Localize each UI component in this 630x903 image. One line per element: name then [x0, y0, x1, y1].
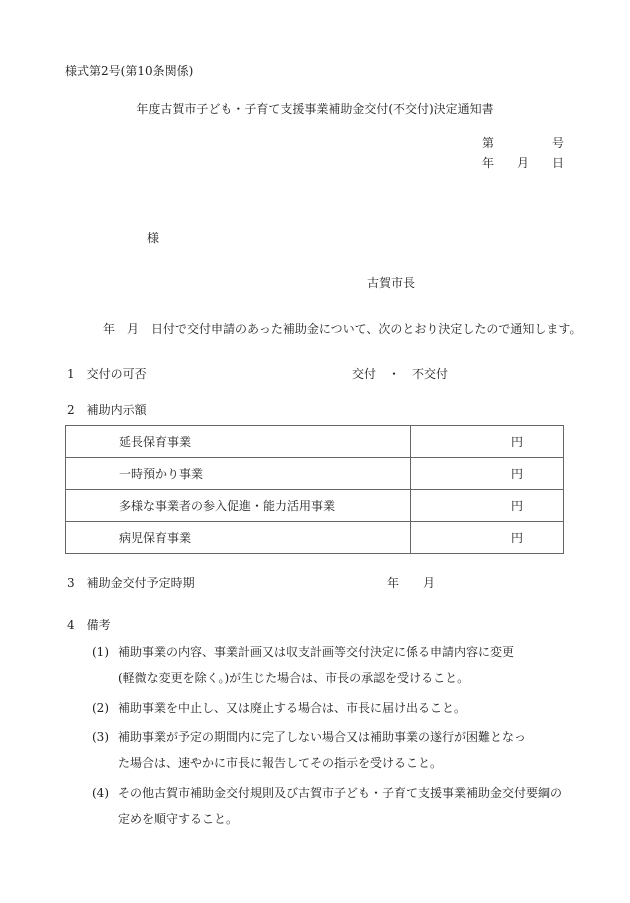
- scheduled-payment-period: 年 月: [387, 576, 436, 590]
- program-name: 一時預かり事業: [66, 458, 411, 490]
- number-prefix: 第: [482, 136, 495, 150]
- section1-label: 1 交付の可否: [67, 367, 147, 381]
- table-row: [66, 426, 564, 458]
- note-number: (2): [92, 701, 109, 715]
- note-number: (1): [92, 645, 109, 659]
- note-line: た場合は、速やかに市長に報告してその指示を受けること。: [118, 756, 443, 770]
- grant-decision-options: 交付 ・ 不交付: [352, 367, 449, 381]
- section2-label: 2 補助内示額: [67, 403, 147, 417]
- table-row: [66, 490, 564, 522]
- program-name: 延長保育事業: [66, 426, 411, 458]
- issue-date: [482, 157, 564, 169]
- table-row: [66, 458, 564, 490]
- section4-label: 4 備考: [67, 618, 111, 632]
- note-line: その他古賀市補助金交付規則及び古賀市子ども・子育て支援事業補助金交付要綱の: [118, 786, 563, 800]
- note-line: 補助事業が予定の期間内に完了しない場合又は補助事業の遂行が困難となっ: [118, 730, 527, 744]
- date-month: 月: [516, 156, 529, 170]
- note-line: 補助事業を中止し、又は廃止する場合は、市長に届け出ること。: [118, 701, 467, 715]
- issue-number: [482, 137, 564, 149]
- amount-unit: 円: [411, 426, 564, 458]
- note-line: 定めを順守すること。: [118, 812, 239, 826]
- issue-number-date: [482, 137, 564, 177]
- amount-unit: 円: [411, 458, 564, 490]
- program-name: 病児保育事業: [66, 522, 411, 554]
- form-id: 様式第2号(第10条関係): [65, 64, 194, 78]
- note-number: (3): [92, 730, 109, 744]
- table-row: [66, 522, 564, 554]
- date-day: 日: [551, 156, 564, 170]
- date-year: 年: [482, 156, 495, 170]
- body-text: 年 月 日付で交付申請のあった補助金について、次のとおり決定したので通知します。: [103, 322, 582, 336]
- program-name: 多様な事業者の参入促進・能力活用事業: [66, 490, 411, 522]
- note-line: (軽微な変更を除く。)が生じた場合は、市長の承認を受けること。: [118, 671, 470, 685]
- grant-amount-table: [65, 425, 564, 554]
- document-title: 年度古賀市子ども・子育て支援事業補助金交付(不交付)決定通知書: [136, 102, 494, 116]
- number-suffix: 号: [551, 136, 564, 150]
- amount-unit: 円: [411, 490, 564, 522]
- recipient-honorific: 様: [147, 231, 160, 245]
- issuer-name: 古賀市長: [367, 276, 416, 290]
- note-line: 補助事業の内容、事業計画又は収支計画等交付決定に係る申請内容に変更: [118, 645, 515, 659]
- note-number: (4): [92, 786, 109, 800]
- amount-unit: 円: [411, 522, 564, 554]
- section3-label: 3 補助金交付予定時期: [67, 576, 195, 590]
